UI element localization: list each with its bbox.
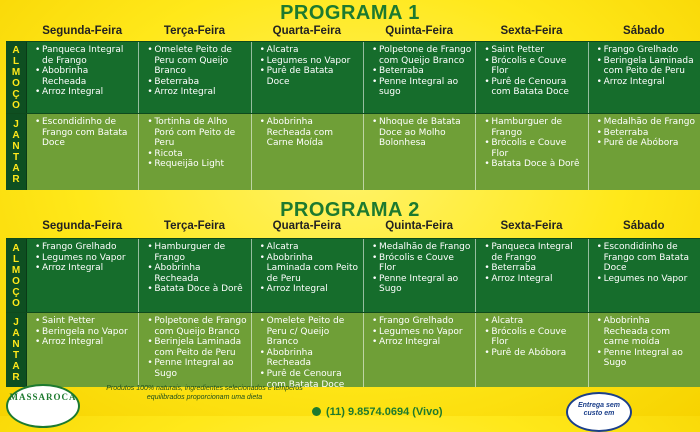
side-letter: O xyxy=(12,77,20,89)
menu-cell xyxy=(364,239,476,312)
side-letter: Ç xyxy=(12,286,20,298)
side-letter: A xyxy=(12,361,20,372)
menu-item: • Abobrinha Recheada xyxy=(260,348,359,369)
logo-text: MASSAROCA xyxy=(9,392,77,402)
menu-item: • Tortinha de Alho Poró com Peito de Peru xyxy=(147,117,246,149)
menu-cell xyxy=(589,313,700,387)
almoco-row xyxy=(6,238,700,312)
menu-item: • Batata Doce à Dorê xyxy=(484,159,583,170)
menu-item: • Brócolis e Couve Flor xyxy=(484,138,583,159)
footer xyxy=(0,382,700,416)
menu-item: • Beterraba xyxy=(147,77,246,88)
menu-cell xyxy=(476,239,588,312)
menu-item: • Beringela no Vapor xyxy=(35,327,134,338)
side-letter: A xyxy=(12,130,20,141)
menu-cell xyxy=(476,114,588,190)
menu-item: • Arroz Integral xyxy=(372,337,471,348)
jantar-row xyxy=(6,312,700,390)
menu-cell xyxy=(252,313,364,390)
almoco-row xyxy=(6,41,700,113)
menu-item: • Penne Integral ao Sugo xyxy=(372,274,471,295)
day-header: Quarta-Feira xyxy=(272,220,342,232)
menu-item: • Frango Grelhado xyxy=(35,242,134,253)
menu-item: • Frango Grelhado xyxy=(597,45,696,56)
menu-item: • Arroz Integral xyxy=(597,77,696,88)
menu-item: • Escondidinho de Frango com Batata Doce xyxy=(597,242,696,274)
menu-item: • Hamburguer de Frango xyxy=(147,242,246,263)
menu-item: • Berinjela Laminada com Peito de Peru xyxy=(147,337,246,358)
menu-item: • Legumes no Vapor xyxy=(372,327,471,338)
side-letter: A xyxy=(12,242,20,254)
menu-item: • Brócolis e Couve Flor xyxy=(372,253,471,274)
side-letter: A xyxy=(12,163,20,174)
menu-item: • Ricota xyxy=(147,149,246,160)
menu-item: • Brócolis e Couve Flor xyxy=(484,56,583,77)
menu-item: • Batata Doce à Dorê xyxy=(147,284,246,295)
program-title: PROGRAMA 1 xyxy=(280,2,420,24)
delivery-badge-text: Entrega sem custo em xyxy=(577,402,621,417)
menu-item: • Polpetone de Frango com Queijo Branco xyxy=(372,45,471,66)
side-letter: O xyxy=(12,275,20,287)
menu-item: • Saint Petter xyxy=(35,316,134,327)
menu-item: • Omelete Peito de Peru com Queijo Branco xyxy=(147,45,246,77)
menu-item: • Brócolis e Couve Flor xyxy=(484,327,583,348)
day-header: Quinta-Feira xyxy=(385,25,454,37)
menu-item: • Panqueca Integral de Frango xyxy=(484,242,583,263)
day-header: Quinta-Feira xyxy=(385,220,454,232)
menu-cell xyxy=(589,42,700,113)
menu-item: • Arroz Integral xyxy=(260,284,359,295)
side-letter: N xyxy=(12,141,20,152)
menu-item: • Omelete Peito de Peru c/ Queijo Branco xyxy=(260,316,359,348)
jantar-side-label xyxy=(6,114,27,190)
menu-item: • Medalhão de Frango xyxy=(372,242,471,253)
side-letter: R xyxy=(12,372,20,383)
day-headers xyxy=(26,218,700,235)
side-letter: L xyxy=(12,55,20,67)
menu-item: • Abobrinha Recheada com Carne Moída xyxy=(260,117,359,149)
delivery-badge xyxy=(566,392,632,432)
menu-cell xyxy=(476,313,588,387)
menu-item: • Abobrinha Recheada xyxy=(35,66,134,87)
day-headers xyxy=(26,23,700,40)
menu-cell xyxy=(27,114,139,190)
menu-item: • Penne Integral ao sugo xyxy=(372,77,471,98)
side-letter: O xyxy=(12,297,20,309)
side-letter: N xyxy=(12,339,20,350)
menu-cell xyxy=(589,239,700,312)
menu-item: • Legumes no Vapor xyxy=(35,253,134,264)
massaroca-logo xyxy=(6,384,80,428)
menu-item: • Nhoque de Batata Doce ao Molho Bolonhesa xyxy=(372,117,471,149)
menu-cell xyxy=(139,239,251,312)
jantar-side-label xyxy=(6,313,27,387)
menu-item: • Purê de Cenoura com Batata Doce xyxy=(260,369,359,390)
day-header: Segunda-Feira xyxy=(42,25,123,37)
phone-number: (11) 9.8574.0694 (Vivo) xyxy=(326,406,443,418)
menu-item: • Saint Petter xyxy=(484,45,583,56)
side-letter: A xyxy=(12,328,20,339)
menu-item: • Arroz Integral xyxy=(35,263,134,274)
day-header: Quarta-Feira xyxy=(272,25,342,37)
menu-item: • Purê de Abóbora xyxy=(484,348,583,359)
day-header: Sexta-Feira xyxy=(500,220,563,232)
menu-cell xyxy=(589,114,700,190)
menu-cell xyxy=(139,114,251,190)
menu-cell xyxy=(252,42,364,113)
menu-cell xyxy=(364,114,476,190)
side-letter: L xyxy=(12,253,20,265)
menu-cell xyxy=(139,313,251,387)
day-header: Terça-Feira xyxy=(163,25,226,37)
menu-item: • Purê de Abóbora xyxy=(597,138,696,149)
program-title: PROGRAMA 2 xyxy=(280,199,420,221)
menu-item: • Alcatra xyxy=(260,45,359,56)
side-letter: T xyxy=(12,152,20,163)
menu-item: • Abobrinha Recheada com carne moída xyxy=(597,316,696,348)
day-header: Sábado xyxy=(623,25,665,37)
menu-cell xyxy=(252,114,364,190)
menu-item: • Medalhão de Frango xyxy=(597,117,696,128)
menu-item: • Abobrinha Recheada xyxy=(147,263,246,284)
almoco-side-label xyxy=(6,239,27,312)
menu-item: • Legumes no Vapor xyxy=(597,274,696,285)
menu-item: • Abobrinha Laminada com Peito de Peru xyxy=(260,253,359,285)
side-letter: M xyxy=(11,264,21,276)
whatsapp-icon xyxy=(312,407,321,416)
side-letter: J xyxy=(13,317,19,328)
side-letter: T xyxy=(12,350,20,361)
side-letter: M xyxy=(11,66,21,78)
menu-item: • Beterraba xyxy=(372,66,471,77)
menu-item: • Penne Integral ao Sugo xyxy=(597,348,696,369)
menu-item: • Hamburguer de Frango xyxy=(484,117,583,138)
menu-item: • Arroz Integral xyxy=(147,87,246,98)
menu-cell xyxy=(139,42,251,113)
menu-item: • Polpetone de Frango com Queijo Branco xyxy=(147,316,246,337)
footer-description: Produtos 100% naturais, ingredientes selecionados e temperos equilibrados proporcionam uma dieta xyxy=(106,385,303,401)
menu-item: • Escondidinho de Frango com Batata Doce xyxy=(35,117,134,149)
menu-item: • Requeijão Light xyxy=(147,159,246,170)
day-header: Sexta-Feira xyxy=(500,25,563,37)
menu-cell xyxy=(364,313,476,387)
menu-item: • Frango Grelhado xyxy=(372,316,471,327)
side-letter: R xyxy=(12,174,20,185)
menu-item: • Purê de Cenoura com Batata Doce xyxy=(484,77,583,98)
menu-cell xyxy=(27,42,139,113)
menu-item: • Beterraba xyxy=(484,263,583,274)
menu-item: • Arroz Integral xyxy=(35,87,134,98)
menu-item: • Beringela Laminada com Peito de Peru xyxy=(597,56,696,77)
side-letter: O xyxy=(12,99,20,111)
menu-item: • Legumes no Vapor xyxy=(260,56,359,67)
menu-item: • Alcatra xyxy=(484,316,583,327)
menu-cell xyxy=(27,239,139,312)
jantar-row xyxy=(6,113,700,190)
side-letter: Ç xyxy=(12,88,20,100)
menu-cell xyxy=(476,42,588,113)
day-header: Segunda-Feira xyxy=(42,220,123,232)
menu-item: • Purê de Batata Doce xyxy=(260,66,359,87)
menu-item: • Penne Integral ao Sugo xyxy=(147,358,246,379)
menu-item: • Arroz Integral xyxy=(35,337,134,348)
day-header: Sábado xyxy=(623,220,665,232)
menu-cell xyxy=(364,42,476,113)
menu-item: • Alcatra xyxy=(260,242,359,253)
day-header: Terça-Feira xyxy=(163,220,226,232)
menu-item: • Arroz Integral xyxy=(484,274,583,285)
menu-item: • Beterraba xyxy=(597,128,696,139)
menu-cell xyxy=(252,239,364,312)
side-letter: A xyxy=(12,44,20,56)
menu-item: • Panqueca Integral de Frango xyxy=(35,45,134,66)
menu-cell xyxy=(27,313,139,387)
almoco-side-label xyxy=(6,42,27,113)
side-letter: J xyxy=(13,119,19,130)
